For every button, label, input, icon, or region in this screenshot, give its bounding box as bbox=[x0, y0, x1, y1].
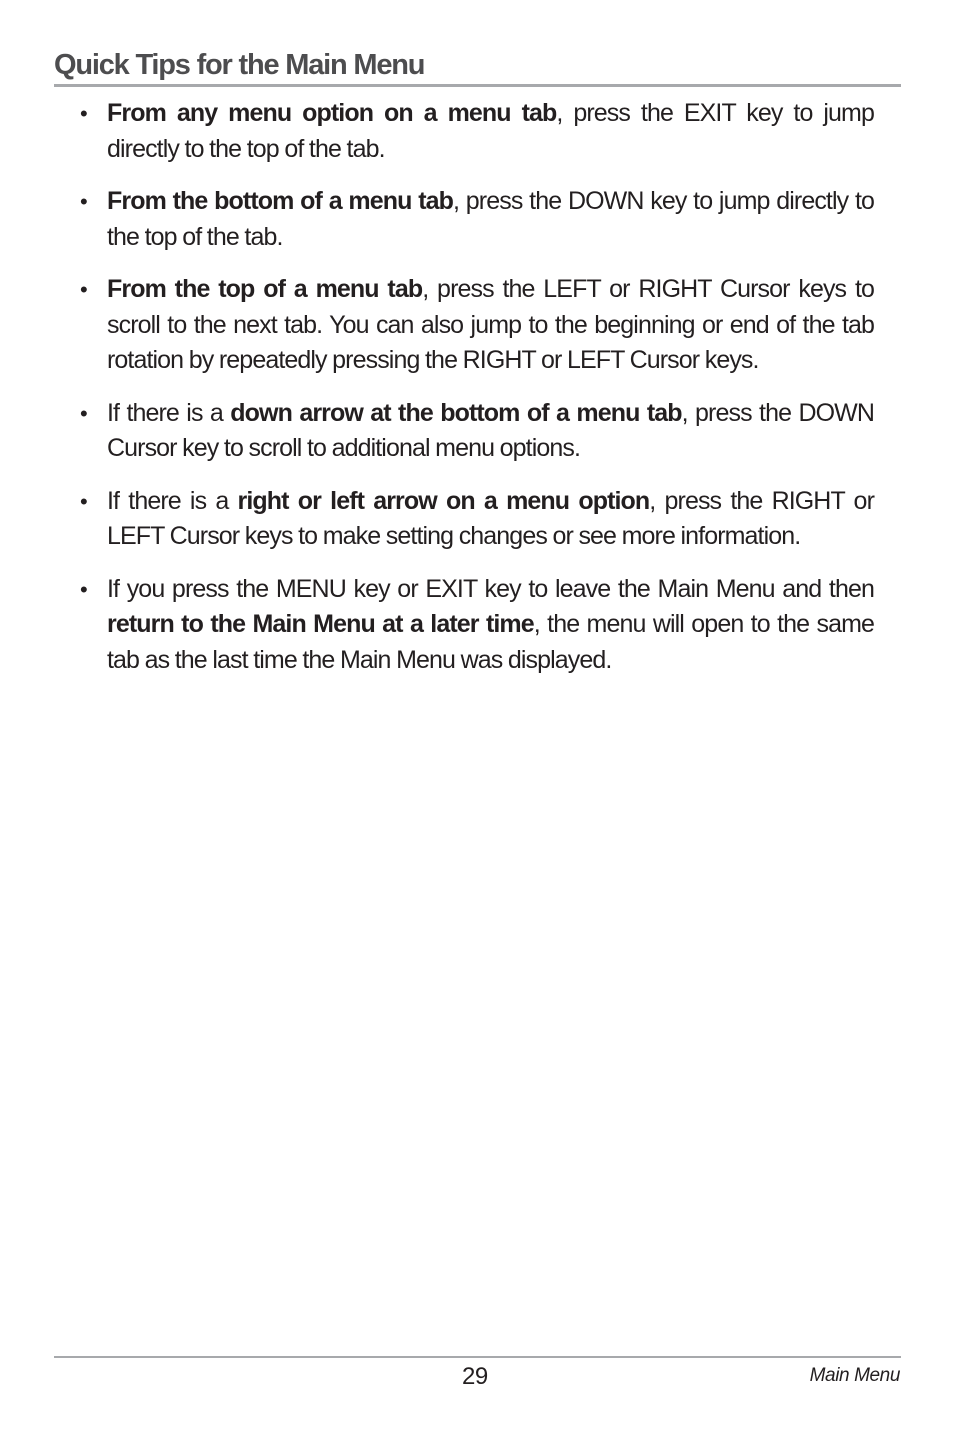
bullet-icon: • bbox=[80, 488, 87, 514]
tip-item bbox=[78, 184, 874, 255]
page-number: 29 bbox=[462, 1363, 488, 1390]
quick-tips-list bbox=[78, 96, 874, 695]
bullet-icon: • bbox=[80, 101, 87, 126]
tip-item bbox=[78, 96, 874, 167]
tip-text: , press the LEFT or RIGHT Cursor keys to scroll to the next tab. You can also jump to the beginning or end of the tab rotation by repeatedly pressing the RIGHT or LEFT Cursor keys. bbox=[107, 275, 874, 374]
tip-item bbox=[78, 396, 874, 467]
tip-text: , press the EXIT key to jump directly to the top of the tab. bbox=[107, 99, 874, 163]
tip-text: , press the DOWN key to jump directly to the top of the tab. bbox=[107, 187, 874, 251]
tip-text: If there is a bbox=[107, 398, 231, 427]
tip-text: If you press the MENU key or EXIT key to leave the Main Menu and then bbox=[107, 574, 874, 603]
tip-text: , press the DOWN Cursor key to scroll to additional menu options. bbox=[107, 398, 875, 462]
bullet-icon: • bbox=[80, 277, 87, 302]
tip-emphasis: From the bottom of a menu tab bbox=[107, 187, 454, 215]
tip-text: , the menu will open to the same tab as the last time the Main Menu was displayed. bbox=[107, 610, 874, 674]
heading-divider bbox=[54, 84, 901, 87]
tip-item bbox=[78, 272, 874, 379]
bullet-icon: • bbox=[80, 189, 87, 214]
tip-emphasis: down arrow at the bottom of a menu tab bbox=[230, 398, 682, 427]
tip-text: , press the RIGHT or LEFT Cursor keys to make setting changes or see more information. bbox=[107, 486, 874, 550]
tip-text: If there is a bbox=[107, 486, 238, 515]
tip-item bbox=[78, 572, 874, 679]
footer-section-name: Main Menu bbox=[809, 1365, 900, 1386]
footer-divider bbox=[54, 1356, 901, 1358]
bullet-icon: • bbox=[80, 576, 87, 602]
tip-emphasis: right or left arrow on a menu option bbox=[237, 486, 650, 515]
tip-item bbox=[78, 484, 874, 555]
bullet-icon: • bbox=[80, 400, 87, 426]
tip-emphasis: return to the Main Menu at a later time bbox=[107, 610, 534, 638]
tip-emphasis: From any menu option on a menu tab bbox=[107, 99, 557, 127]
page-title: Quick Tips for the Main Menu bbox=[54, 49, 425, 81]
tip-emphasis: From the top of a menu tab bbox=[107, 275, 423, 303]
